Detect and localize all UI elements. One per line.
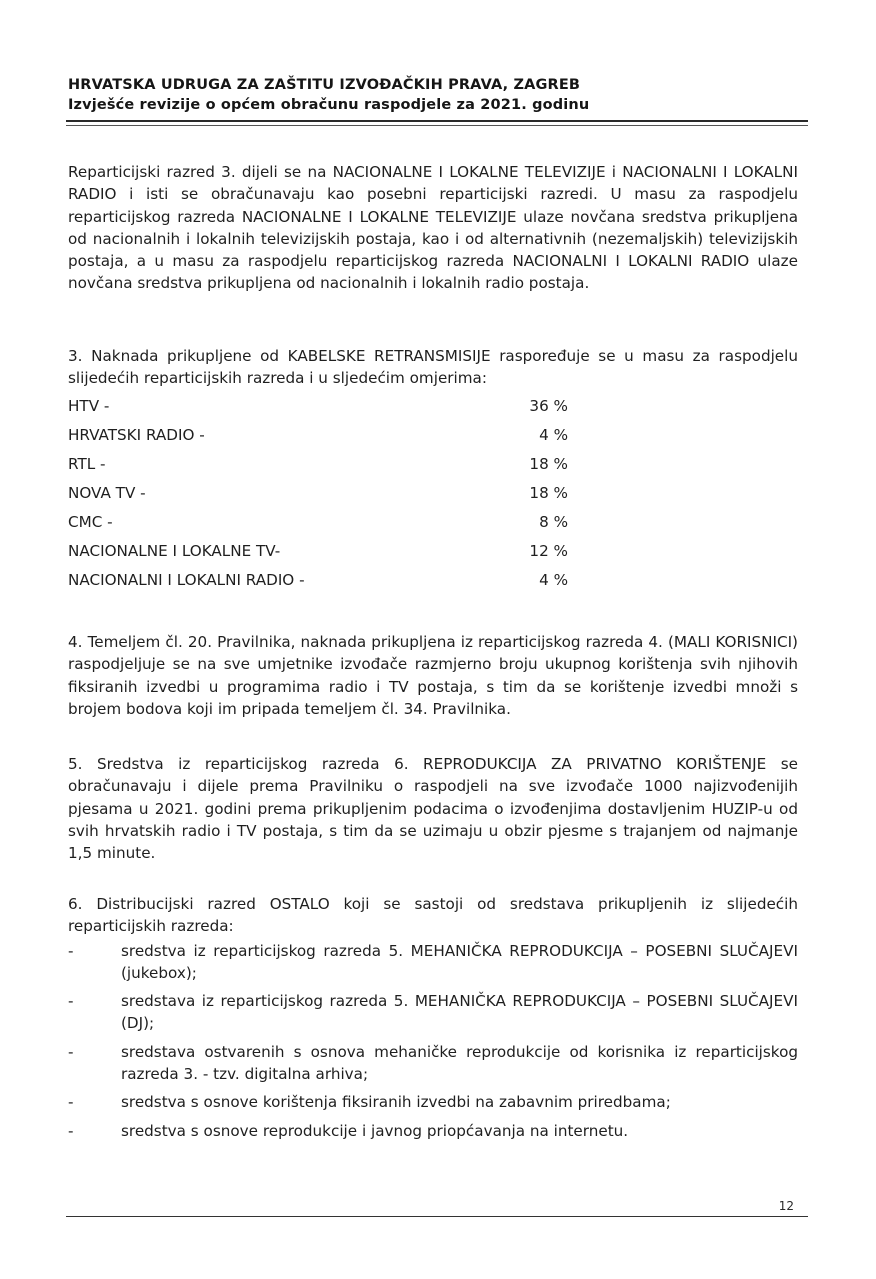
header-report-title: Izvješće revizije o općem obračunu raspodjele za 2021. godinu [68, 97, 590, 113]
list-item-text: sredstva s osnove korištenja fiksiranih izvedbi na zabavnim priredbama; [121, 1093, 671, 1111]
page-number: 12 [778, 1199, 794, 1213]
paragraph-class-3: Reparticijski razred 3. dijeli se na NACIONALNE I LOKALNE TELEVIZIJE i NACIONALNI I LOKALNI RADIO i isti se obračunavaju kao posebni reparticijski razredi. U masu za raspodjelu reparticijskog razreda NACIONALNE I LOKALNE TELEVIZIJE ulaze novčana sredstva prikupljena od nacionalnih i lokalnih televizijskih postaja, kao i od alternativnih (nezemaljskih) televizijskih postaja, a u masu za raspodjelu reparticijskog razreda NACIONALNI I LOKALNI RADIO ulaze novčana sredstva prikupljena od nacionalnih i lokalnih radio postaja. [68, 163, 798, 293]
distribution-percent: 18 % [529, 455, 568, 473]
distribution-row [68, 397, 568, 419]
list-item-text: sredstava ostvarenih s osnova mehaničke reprodukcije od korisnika iz reparticijskog razreda 3. - tzv. digitalna arhiva; [121, 1043, 798, 1084]
list-dash: - [68, 1093, 74, 1111]
distribution-label: NACIONALNI I LOKALNI RADIO - [68, 571, 305, 589]
distribution-percent: 36 % [529, 397, 568, 415]
distribution-label: HRVATSKI RADIO - [68, 426, 205, 444]
distribution-label: RTL - [68, 455, 106, 473]
paragraph-private-copying: 5. Sredstva iz reparticijskog razreda 6. REPRODUKCIJA ZA PRIVATNO KORIŠTENJE se obračunavaju i dijele prema Pravilniku o raspodjeli na sve izvođače 1000 najizvođenijih pjesama u 2021. godini prema prikupljenim podacima o izvođenjima dostavljenim HUZIP-u od svih hrvatskih radio i TV postaja, s tim da se uzimaju u obzir pjesme s trajanjem od najmanje 1,5 minute. [68, 755, 798, 863]
header-organization: HRVATSKA UDRUGA ZA ZAŠTITU IZVOĐAČKIH PRAVA, ZAGREB [68, 77, 581, 93]
distribution-row [68, 426, 568, 448]
distribution-label: NOVA TV - [68, 484, 146, 502]
paragraph-small-users: 4. Temeljem čl. 20. Pravilnika, naknada prikupljena iz reparticijskog razreda 4. (MALI KORISNICI) raspodjeljuje se na sve umjetnike izvođače razmjerno broju ukupnog korištenja svih njihovih fiksiranih izvedbi u programima radio i TV postaja, s tim da se korištenje izvedbi množi s brojem bodova koji im pripada temeljem čl. 34. Pravilnika. [68, 633, 798, 718]
list-dash: - [68, 992, 74, 1010]
footer-rule [66, 1216, 808, 1217]
distribution-row [68, 571, 568, 593]
distribution-label: CMC - [68, 513, 113, 531]
list-item-text: sredstava iz reparticijskog razreda 5. MEHANIČKA REPRODUKCIJA – POSEBNI SLUČAJEVI (DJ); [121, 992, 798, 1033]
paragraph-cable-retransmission: 3. Naknada prikupljene od KABELSKE RETRANSMISIJE raspoređuje se u masu za raspodjelu slijedećih reparticijskih razreda i u sljedećim omjerima: [68, 347, 798, 388]
distribution-percent: 4 % [539, 426, 568, 444]
distribution-row [68, 542, 568, 564]
distribution-percent: 8 % [539, 513, 568, 531]
list-item-text: sredstva iz reparticijskog razreda 5. MEHANIČKA REPRODUKCIJA – POSEBNI SLUČAJEVI (jukebox); [121, 942, 798, 983]
list-dash: - [68, 942, 74, 960]
header-rule-thick [66, 120, 808, 122]
distribution-row [68, 455, 568, 477]
list-dash: - [68, 1122, 74, 1140]
document-header [68, 75, 808, 115]
distribution-row [68, 484, 568, 506]
distribution-label: NACIONALNE I LOKALNE TV- [68, 542, 281, 560]
distribution-percent: 18 % [529, 484, 568, 502]
distribution-row [68, 513, 568, 535]
list-dash: - [68, 1043, 74, 1061]
list-item-text: sredstva s osnove reprodukcije i javnog priopćavanja na internetu. [121, 1122, 629, 1140]
paragraph-other-class: 6. Distribucijski razred OSTALO koji se sastoji od sredstava prikupljenih iz slijedećih reparticijskih razreda: [68, 895, 798, 936]
distribution-percent: 12 % [529, 542, 568, 560]
distribution-label: HTV - [68, 397, 110, 415]
distribution-percent: 4 % [539, 571, 568, 589]
header-rule-thin [66, 125, 808, 126]
